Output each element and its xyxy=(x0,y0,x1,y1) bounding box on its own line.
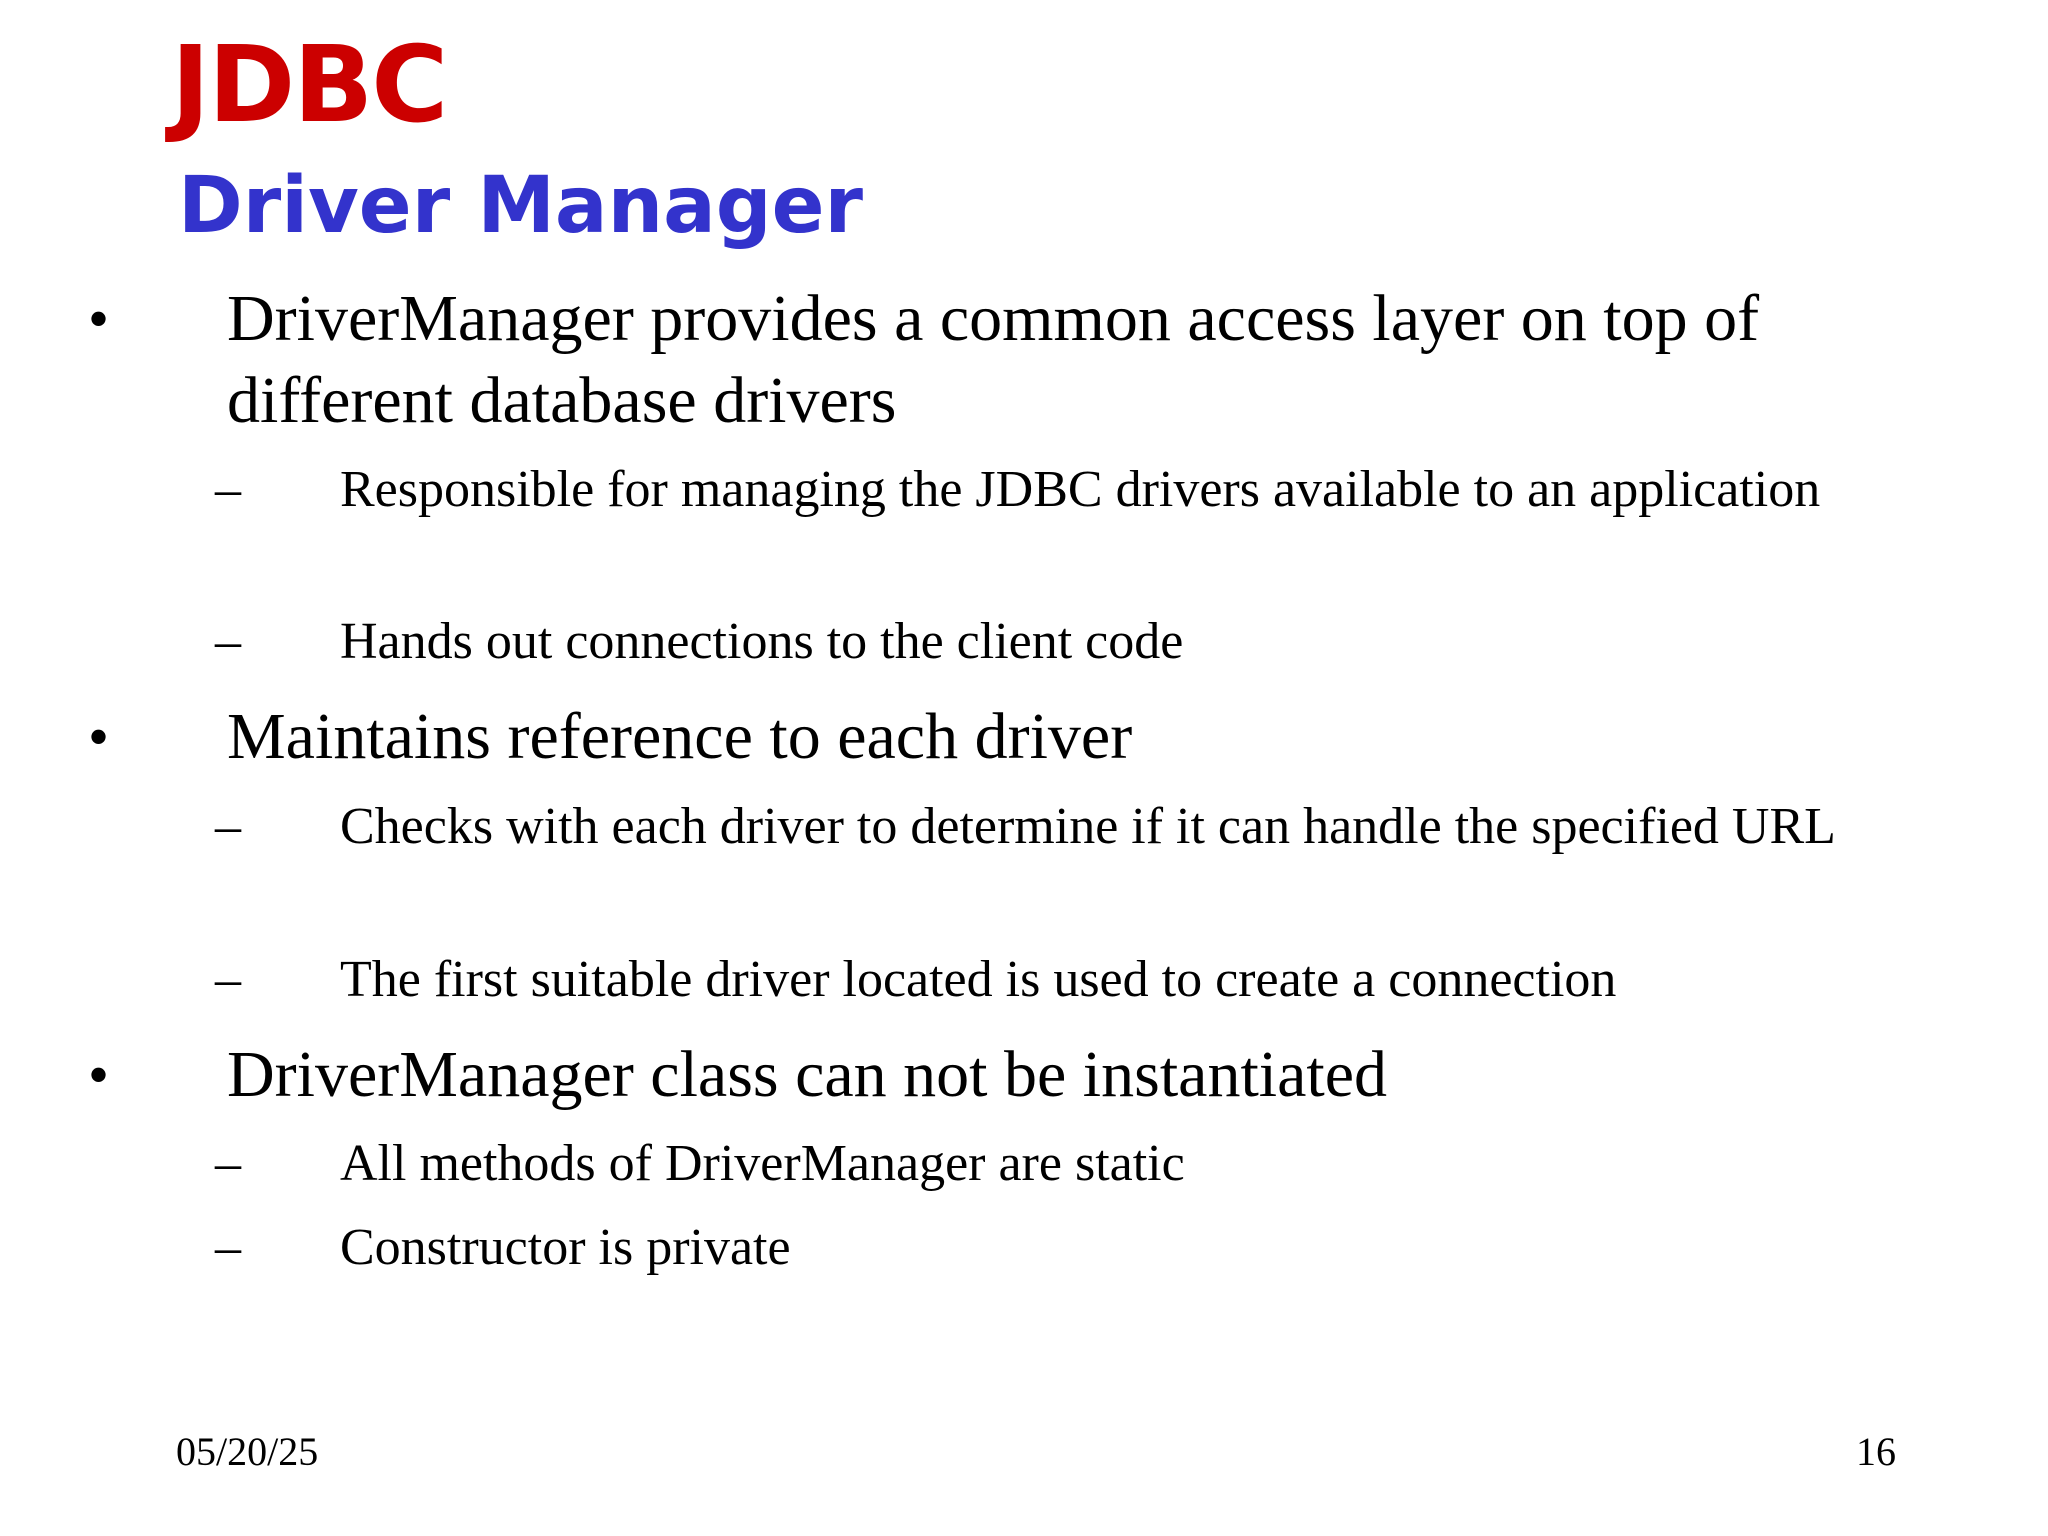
bullet-marker: • xyxy=(88,1042,110,1108)
dash-marker: – xyxy=(215,1219,241,1276)
bullet-text: Maintains reference to each driver xyxy=(227,700,1133,773)
bullet-text: DriverManager class can not be instantiated xyxy=(227,1038,1388,1111)
dash-marker: – xyxy=(215,1135,241,1192)
bullet-marker: • xyxy=(88,286,110,352)
dash-marker: – xyxy=(215,461,241,518)
bullet-marker: • xyxy=(88,704,110,770)
sub-bullet-text: Constructor is private xyxy=(340,1219,791,1276)
sub-bullet-text: All methods of DriverManager are static xyxy=(340,1135,1185,1192)
dash-marker: – xyxy=(215,613,241,670)
sub-bullet-text: Checks with each driver to determine if it can handle the specified URL xyxy=(340,798,1836,855)
footer-date: 05/20/25 xyxy=(176,1429,319,1474)
slide-subtitle: Driver Manager xyxy=(178,161,863,251)
sub-bullet-text: Hands out connections to the client code xyxy=(340,613,1184,670)
dash-marker: – xyxy=(215,798,241,855)
bullet-text: DriverManager provides a common access layer on top of different database drivers xyxy=(227,282,1760,437)
sub-bullet-text: Responsible for managing the JDBC drivers available to an application xyxy=(340,461,1821,518)
sub-bullet-text: The first suitable driver located is used to create a connection xyxy=(340,951,1617,1008)
page-number: 16 xyxy=(1856,1429,1896,1474)
dash-marker: – xyxy=(215,951,241,1008)
slide-title: JDBC xyxy=(171,24,447,146)
